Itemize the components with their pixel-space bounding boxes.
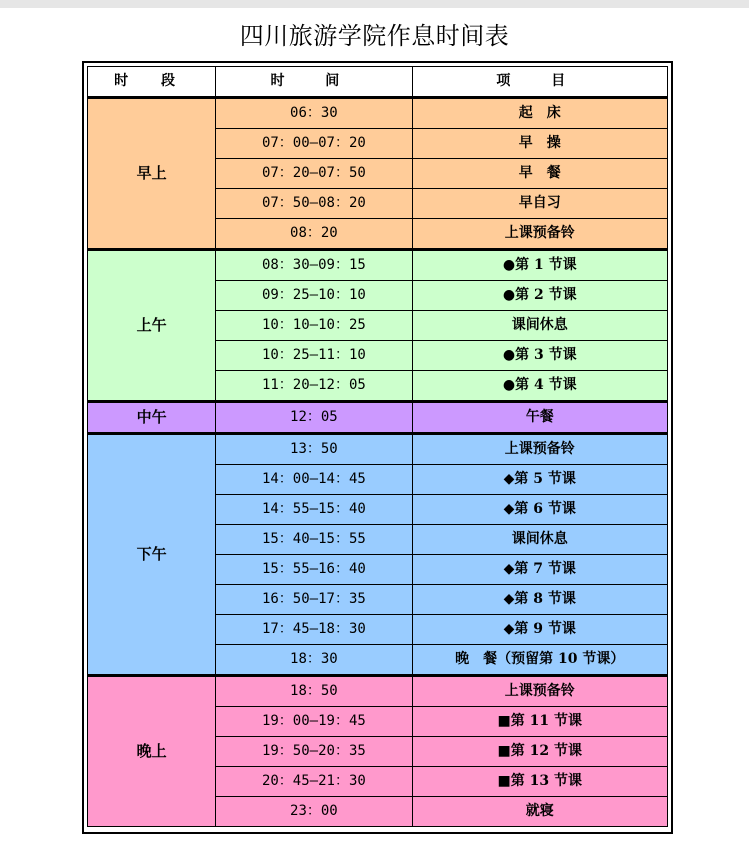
time-cell: 08：20 [216, 219, 412, 250]
schedule-table [87, 66, 668, 827]
item-cell: 早 餐 [412, 159, 667, 189]
time-cell: 08：30—09：15 [216, 250, 412, 281]
item-cell: 上课预备铃 [412, 676, 667, 707]
table-row [88, 402, 668, 434]
item-cell: 就寝 [412, 797, 667, 827]
table-row [88, 676, 668, 707]
time-cell: 17：45—18：30 [216, 615, 412, 645]
item-cell: ●第 2 节课 [412, 281, 667, 311]
time-cell: 13：50 [216, 434, 412, 465]
top-bar [0, 0, 749, 8]
page-title: 四川旅游学院作息时间表 [239, 22, 510, 50]
time-cell: 19：50—20：35 [216, 737, 412, 767]
period-cell-afternoon: 下午 [88, 434, 216, 676]
time-cell: 16：50—17：35 [216, 585, 412, 615]
item-cell: ■第 11 节课 [412, 707, 667, 737]
table-row [88, 434, 668, 465]
header-period: 时 段 [88, 67, 216, 98]
period-cell-forenoon: 上午 [88, 250, 216, 402]
time-cell: 15：40—15：55 [216, 525, 412, 555]
header-row [88, 67, 668, 98]
time-cell: 12：05 [216, 402, 412, 434]
item-cell: ◆第 5 节课 [412, 465, 667, 495]
time-cell: 07：20—07：50 [216, 159, 412, 189]
item-cell: ◆第 8 节课 [412, 585, 667, 615]
time-cell: 06：30 [216, 98, 412, 129]
item-cell: ■第 12 节课 [412, 737, 667, 767]
item-cell: 上课预备铃 [412, 219, 667, 250]
time-cell: 11：20—12：05 [216, 371, 412, 402]
period-cell-evening: 晚上 [88, 676, 216, 827]
time-cell: 14：00—14：45 [216, 465, 412, 495]
time-cell: 14：55—15：40 [216, 495, 412, 525]
item-cell: 早自习 [412, 189, 667, 219]
time-cell: 09：25—10：10 [216, 281, 412, 311]
period-cell-morning: 早上 [88, 98, 216, 250]
time-cell: 07：00—07：20 [216, 129, 412, 159]
item-cell: 起 床 [412, 98, 667, 129]
item-cell: ◆第 9 节课 [412, 615, 667, 645]
item-cell: ◆第 7 节课 [412, 555, 667, 585]
time-cell: 20：45—21：30 [216, 767, 412, 797]
item-cell: 午餐 [412, 402, 667, 434]
period-cell-noon: 中午 [88, 402, 216, 434]
item-cell: ●第 4 节课 [412, 371, 667, 402]
item-cell: 上课预备铃 [412, 434, 667, 465]
item-cell: 课间休息 [412, 525, 667, 555]
time-cell: 18：30 [216, 645, 412, 676]
table-row [88, 98, 668, 129]
time-cell: 15：55—16：40 [216, 555, 412, 585]
header-item: 项 目 [412, 67, 667, 98]
table-row [88, 250, 668, 281]
item-cell: 晚 餐（预留第 10 节课） [412, 645, 667, 676]
time-cell: 23：00 [216, 797, 412, 827]
time-cell: 18：50 [216, 676, 412, 707]
time-cell: 10：10—10：25 [216, 311, 412, 341]
header-time: 时 间 [216, 67, 412, 98]
item-cell: ■第 13 节课 [412, 767, 667, 797]
item-cell: 早 操 [412, 129, 667, 159]
time-cell: 10：25—11：10 [216, 341, 412, 371]
item-cell: ◆第 6 节课 [412, 495, 667, 525]
item-cell: 课间休息 [412, 311, 667, 341]
time-cell: 07：50—08：20 [216, 189, 412, 219]
time-cell: 19：00—19：45 [216, 707, 412, 737]
item-cell: ●第 1 节课 [412, 250, 667, 281]
schedule-body [88, 98, 668, 827]
item-cell: ●第 3 节课 [412, 341, 667, 371]
